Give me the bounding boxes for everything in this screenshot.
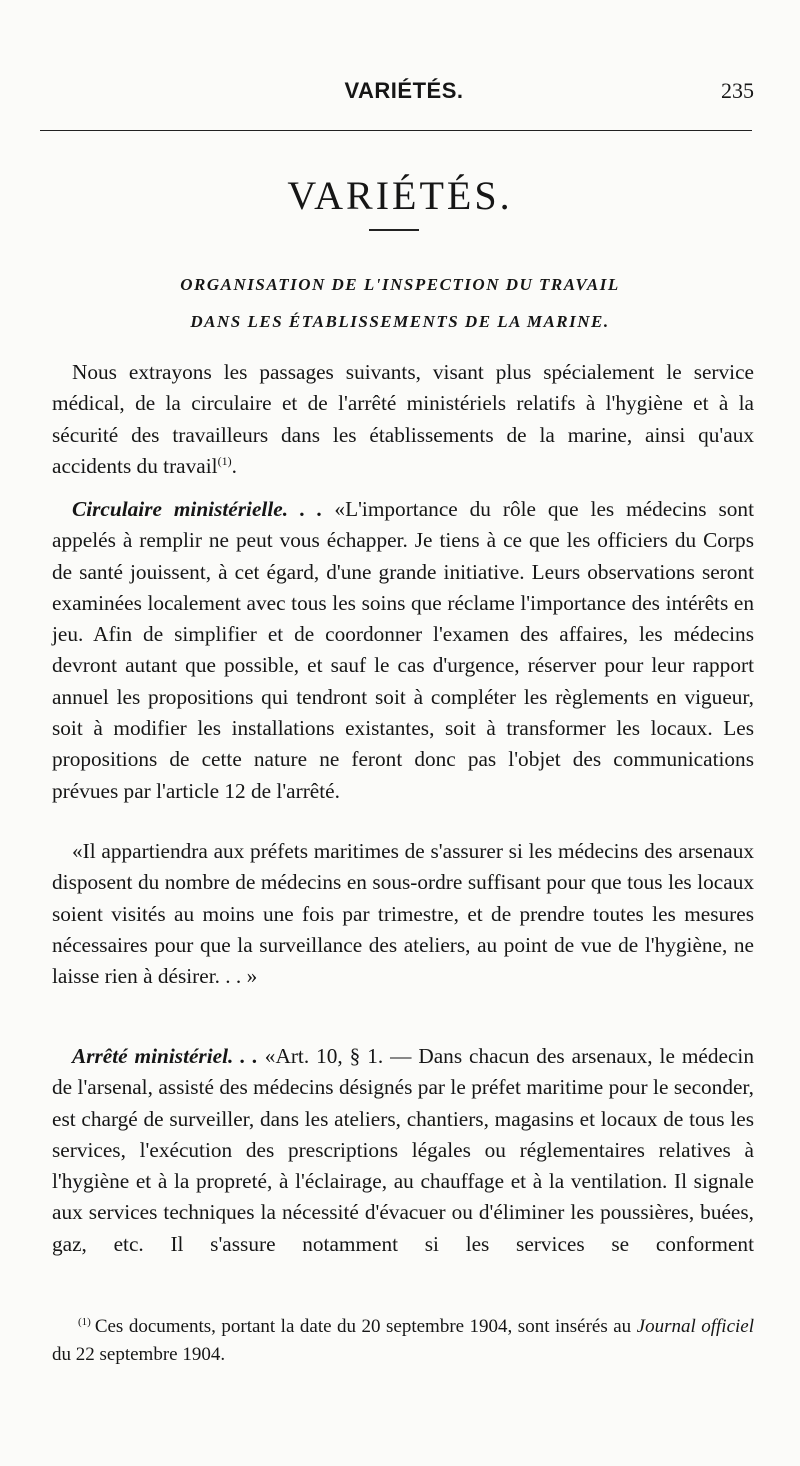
footnote [52, 1313, 754, 1369]
intro-text: Nous extrayons les passages suivants, visant plus spécialement le service médical, de la circulaire et de l'arrêté ministériels relatifs à l'hygiène et à la sécurité des travailleurs dans les établissements de la marine, ainsi qu'aux accidents du travail [52, 360, 754, 478]
footnote-mark: (1) [78, 1315, 91, 1328]
subheading-line-1: ORGANISATION DE L'INSPECTION DU TRAVAIL [180, 275, 620, 294]
title-rule [369, 229, 419, 231]
intro-end: . [231, 453, 237, 478]
footnote-journal: Journal officiel [636, 1316, 754, 1337]
circulaire-text: «L'importance du rôle que les médecins sont appelés à remplir ne peut vous échapper. Je tiens à ce que les officiers du Corps de santé jouissent, à cet égard, d'une grande initiative. Leurs observations seront examinées localement avec tous les soins que réclame l'importance des intérêts en jeu. Afin de simplifier et de coordonner l'examen des affaires, les médecins devront autant que possible, et sauf le cas d'urgence, réserver pour leur rapport annuel les propositions qui tendront soit à compléter les règlements en vigueur, soit à modifier les installations existantes, soit à transformer les locaux. Les propositions de cette nature ne feront donc pas l'objet des communications prévues par l'article 12 de l'arrêté. [52, 497, 754, 803]
subheading-line-2: DANS LES ÉTABLISSEMENTS DE LA MARINE. [190, 312, 610, 331]
circulaire-lead: Circulaire ministérielle. . . [72, 497, 323, 521]
arrete-text: «Art. 10, § 1. — Dans chacun des arsenaux, le médecin de l'arsenal, assisté des médecins désignés par le préfet maritime pour le seconder, est chargé de surveiller, dans les ateliers, chantiers, magasins et locaux de tous les services, l'exécution des prescriptions légales ou réglementaires relatives à l'hygiène et à la propreté, à l'éclairage, au chauffage et à la ventilation. Il signale aux services techniques la nécessité d'évacuer ou d'éliminer les poussières, buées, gaz, etc. Il s'assure notamment si les services se conforment [52, 1044, 754, 1256]
running-head [54, 78, 754, 108]
circulaire-paragraph [52, 494, 754, 807]
intro-paragraph [52, 357, 754, 482]
footnote-reference: (1) [217, 453, 232, 468]
header-rule [40, 130, 752, 131]
prefets-text: «Il appartiendra aux préfets maritimes de s'assurer si les médecins des arsenaux disposent du nombre de médecins en sous-ordre suffisant pour que tous les locaux soient visités au moins une fois par trimestre, et de prendre toutes les mesures nécessaires pour que la surveillance des ateliers, au point de vue de l'hygiène, ne laisse rien à désirer. . . » [52, 839, 754, 989]
footnote-text-after: du 22 septembre 1904. [52, 1344, 226, 1365]
footnote-text-before: Ces documents, portant la date du 20 septembre 1904, sont insérés au [94, 1316, 637, 1337]
page-number: 235 [721, 78, 754, 103]
section-title: VARIÉTÉS. [287, 173, 513, 218]
prefets-paragraph [52, 836, 754, 992]
running-title: VARIÉTÉS. [344, 78, 464, 103]
arrete-paragraph [52, 1041, 754, 1260]
arrete-lead: Arrêté ministériel. . . [72, 1044, 258, 1068]
